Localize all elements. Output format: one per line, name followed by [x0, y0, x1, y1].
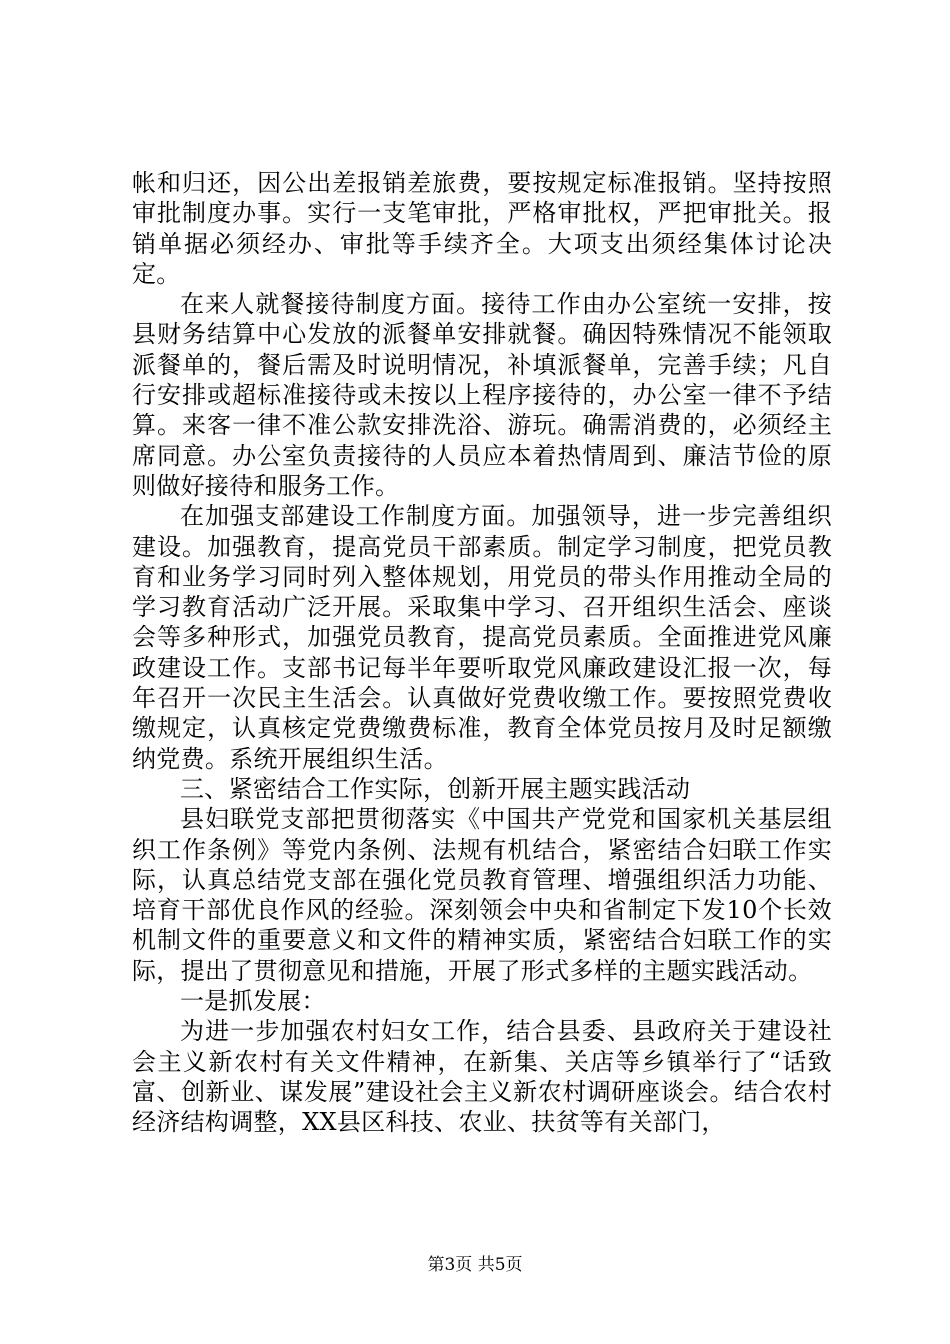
section-heading-three: 三、紧密结合工作实际，创新开展主题实践活动: [180, 774, 691, 803]
paragraph-reception-rules: 在来人就餐接待制度方面。接待工作由办公室统一安排，按县财务结算中心发放的派餐单安排就餐。确因特殊情况不能领取派餐单的，餐后需及时说明情况，补填派餐单，完善手续；凡自行安排或超标准接待或未按以上程序接待的，办公室一律不予结算。来客一律不准公款安排洗浴、游玩。确需消费的，必须经主席同意。办公室负责接待的人员应本着热情周到、廉洁节俭的原则做好接待和服务工作。: [132, 290, 832, 500]
paragraph-practice-activities: 县妇联党支部把贯彻落实《中国共产党党和国家机关基层组织工作条例》等党内条例、法规有机结合，紧密结合妇联工作实际，认真总结党支部在强化党员教育管理、增强组织活力功能、培育干部优良作风的经验。深刻领会中央和省制定下发10个长效机制文件的重要意义和文件的精神实质，紧密结合妇联工作的实际，提出了贯彻意见和措施，开展了形式多样的主题实践活动。: [132, 805, 832, 985]
paragraph-branch-building: 在加强支部建设工作制度方面。加强领导，进一步完善组织建设。加强教育，提高党员干部素质。制定学习制度，把党员教育和业务学习同时列入整体规划，用党员的带头作用推动全局的学习教育活动广泛开展。采取集中学习、召开组织生活会、座谈会等多种形式，加强党员教育，提高党员素质。全面推进党风廉政建设工作。支部书记每半年要听取党风廉政建设汇报一次，每年召开一次民主生活会。认真做好党费收缴工作。要按照党费收缴规定，认真核定党费缴费标准，教育全体党员按月及时足额缴纳党费。系统开展组织生活。: [132, 502, 832, 773]
paragraph-expense-rules: 帐和归还，因公出差报销差旅费，要按规定标准报销。坚持按照审批制度办事。实行一支笔审批，严格审批权，严把审批关。报销单据必须经办、审批等手续齐全。大项支出须经集体讨论决定。: [132, 169, 832, 288]
document-body: [132, 168, 832, 1138]
paragraph-rural-women: 为进一步加强农村妇女工作，结合县委、县政府关于建设社会主义新农村有关文件精神，在新集、关店等乡镇举行了“话致富、创新业、谋发展”建设社会主义新农村调研座谈会。结合农村经济结构调整，XX县区科技、农业、扶贫等有关部门，: [132, 1017, 832, 1137]
page-footer: 第3页 共5页: [427, 1255, 523, 1275]
subheading-development: 一是抓发展：: [180, 987, 326, 1016]
